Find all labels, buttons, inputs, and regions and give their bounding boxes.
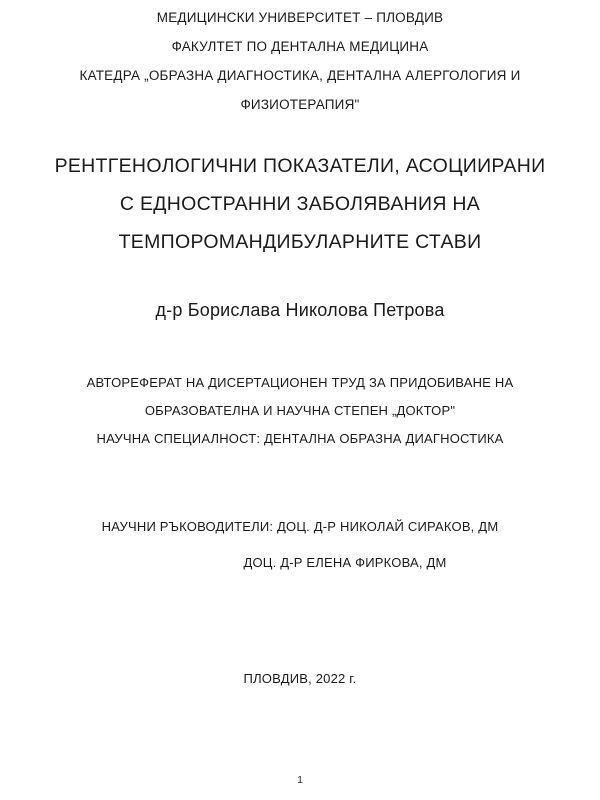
supervisor-line-2: ДОЦ. Д-Р ЕЛЕНА ФИРКОВА, ДМ	[243, 555, 447, 570]
supervisors-block	[14, 509, 586, 581]
institution-line-1: МЕДИЦИНСКИ УНИВЕРСИТЕТ – ПЛОВДИВ	[156, 10, 444, 25]
institution-line-4: ФИЗИОТЕРАПИЯ"	[240, 97, 360, 112]
institution-line-2: ФАКУЛТЕТ ПО ДЕНТАЛНА МЕДИЦИНА	[171, 39, 429, 54]
degree-block	[14, 369, 586, 453]
place-and-year-block	[14, 671, 586, 686]
page-number: 1	[297, 774, 303, 786]
institution-line-3: КАТЕДРА „ОБРАЗНА ДИАГНОСТИКА, ДЕНТАЛНА АЛЕРГОЛОГИЯ И	[79, 68, 521, 83]
institution-block	[14, 0, 586, 119]
title-line-1: РЕНТГЕНОЛОГИЧНИ ПОКАЗАТЕЛИ, АСОЦИИРАНИ	[54, 155, 546, 177]
supervisor-line-1: НАУЧНИ РЪКОВОДИТЕЛИ: ДОЦ. Д-Р НИКОЛАЙ СИРАКОВ, ДМ	[101, 519, 499, 534]
degree-line-1: АВТОРЕФЕРАТ НА ДИСЕРТАЦИОНЕН ТРУД ЗА ПРИДОБИВАНЕ НА	[86, 375, 514, 390]
author-name: д-р Борислава Николова Петрова	[155, 300, 445, 320]
title-line-3: ТЕМПОРОМАНДИБУЛАРНИТЕ СТАВИ	[118, 231, 482, 253]
degree-line-2: ОБРАЗОВАТЕЛНА И НАУЧНА СТЕПЕН „ДОКТОР"	[144, 403, 456, 418]
author-block	[14, 295, 586, 325]
thesis-title	[14, 147, 586, 261]
title-line-2: С ЕДНОСТРАННИ ЗАБОЛЯВАНИЯ НА	[119, 193, 481, 215]
place-and-year: ПЛОВДИВ, 2022 г.	[243, 671, 357, 686]
degree-line-3: НАУЧНА СПЕЦИАЛНОСТ: ДЕНТАЛНА ОБРАЗНА ДИАГНОСТИКА	[96, 431, 504, 446]
